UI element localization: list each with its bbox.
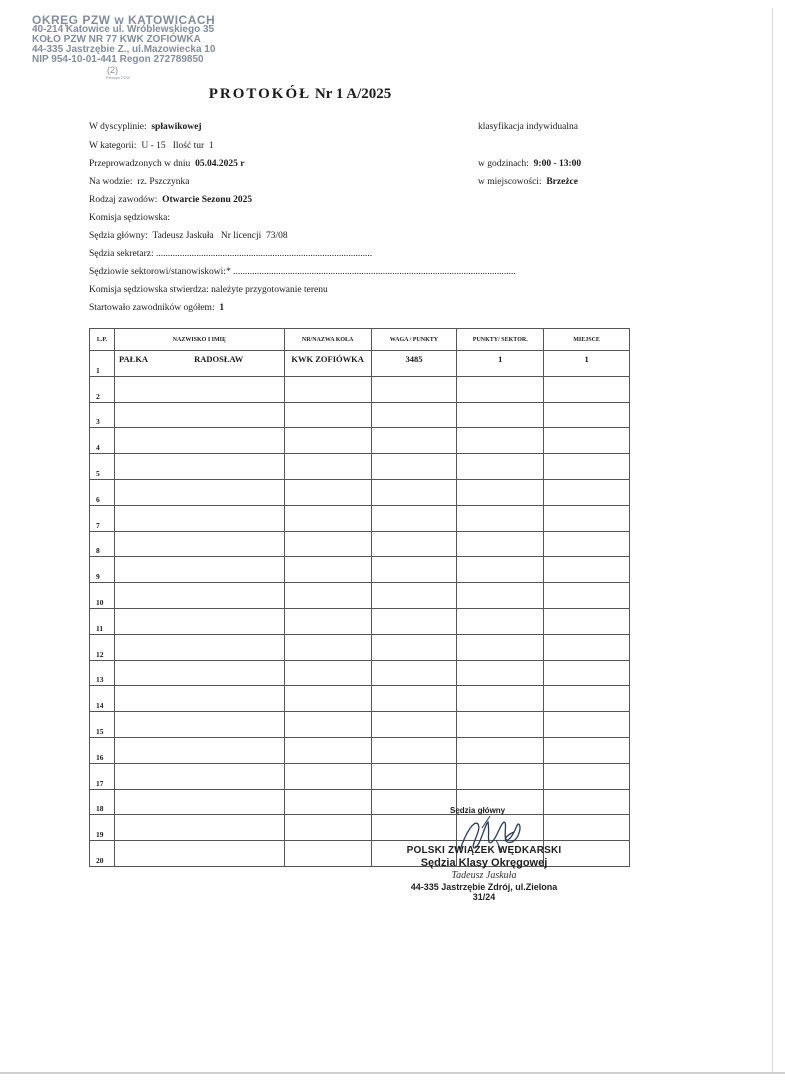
cell-name	[114, 351, 284, 377]
cell-place	[544, 763, 630, 789]
stamp-line: Pieczęć PZW	[106, 75, 131, 80]
header-weight: WAGA / PUNKTY	[371, 329, 457, 351]
cell-sector-points	[457, 531, 544, 557]
hours-label: w godzinach:	[478, 159, 529, 169]
cell-sector-points	[457, 454, 544, 480]
cell-weight	[371, 557, 457, 583]
cell-club	[284, 531, 371, 557]
cell-lp: 10	[90, 583, 115, 609]
cell-club	[284, 428, 371, 454]
scan-edge-right	[772, 8, 773, 1072]
stamp-line: OKRĘG PZW w KATOWICACH	[32, 13, 216, 27]
cell-name	[114, 583, 284, 609]
cell-lp: 8	[90, 531, 115, 557]
cell-lp: 12	[90, 634, 115, 660]
cell-sector-points	[457, 634, 544, 660]
table-row	[90, 660, 630, 686]
type-value: Otwarcie Sezonu 2025	[162, 195, 253, 205]
results-table	[89, 328, 630, 867]
discipline-line	[89, 122, 202, 132]
sector-judges-dots: .......................................................................................................................	[233, 267, 516, 277]
cell-weight	[371, 789, 457, 815]
cell-name	[114, 402, 284, 428]
cell-lp: 19	[90, 815, 115, 841]
cell-lp: 16	[90, 737, 115, 763]
cell-club	[284, 583, 371, 609]
cell-weight	[371, 712, 457, 738]
cell-name	[114, 376, 284, 402]
header-name: NAZWISKO I IMIĘ	[114, 329, 284, 351]
cell-place	[544, 737, 630, 763]
cell-sector-points	[457, 660, 544, 686]
cell-weight	[371, 686, 457, 712]
cell-name	[114, 608, 284, 634]
header-sector-points: PUNKTY/ SEKTOR.	[457, 329, 544, 351]
date-line	[89, 159, 244, 169]
cell-lp: 5	[90, 454, 115, 480]
cell-sector-points: 1	[457, 351, 544, 377]
scan-edge-bottom	[0, 1072, 785, 1074]
table-row	[90, 815, 630, 841]
cell-lp: 14	[90, 686, 115, 712]
cell-sector-points	[457, 428, 544, 454]
judge-stamp	[404, 845, 564, 902]
cell-lp: 18	[90, 789, 115, 815]
rounds-label: Ilość tur	[172, 141, 205, 151]
secretary-line	[89, 249, 372, 259]
chief-judge-line	[89, 231, 288, 241]
stamp-line: NIP 954-10-01-441 Regon 272789850	[32, 54, 204, 65]
cell-weight	[371, 815, 457, 841]
cell-name	[114, 479, 284, 505]
commission-statement: Komisja sędziowska stwierdza: należyte przygotowanie terenu	[89, 285, 328, 295]
judge-stamp-line: POLSKI ZWIĄZEK WĘDKARSKI	[406, 845, 562, 856]
hours-line	[478, 159, 581, 169]
judge-stamp-line: 44-335 Jastrzębie Zdrój, ul.Zielona 31/24	[410, 882, 558, 902]
cell-club: KWK ZOFIÓWKA	[284, 351, 371, 377]
started-label: Startowało zawodników ogółem:	[89, 303, 215, 313]
cell-sector-points	[457, 686, 544, 712]
stamp-line: 44-335 Jastrzębie Z., ul.Mazowiecka 10	[32, 44, 216, 55]
cell-club	[284, 737, 371, 763]
table-row	[90, 479, 630, 505]
cell-place: 1	[544, 351, 630, 377]
cell-place	[544, 454, 630, 480]
cell-sector-points	[457, 763, 544, 789]
cell-club	[284, 789, 371, 815]
cell-name	[114, 428, 284, 454]
cell-sector-points	[457, 376, 544, 402]
cell-name	[114, 712, 284, 738]
organization-stamp	[32, 15, 232, 81]
title-main: PROTOKÓŁ	[208, 86, 312, 102]
cell-name	[114, 660, 284, 686]
table-row	[90, 428, 630, 454]
cell-club	[284, 815, 371, 841]
cell-club	[284, 479, 371, 505]
cell-weight	[371, 376, 457, 402]
sector-judges-label: Sędziowie sektorowi/stanowiskowi:*	[89, 267, 231, 277]
judge-stamp-line: Tadeusz Jaskuła	[451, 870, 517, 881]
table-row	[90, 505, 630, 531]
cell-weight	[371, 454, 457, 480]
cell-place	[544, 634, 630, 660]
cell-club	[284, 376, 371, 402]
cell-weight: 3485	[371, 351, 457, 377]
cell-place	[544, 428, 630, 454]
cell-firstname: RADOSŁAW	[194, 354, 244, 364]
cell-place	[544, 608, 630, 634]
place-value: Brzeżce	[546, 177, 578, 187]
cell-place	[544, 505, 630, 531]
cell-club	[284, 686, 371, 712]
cell-lp: 1	[90, 351, 115, 377]
cell-sector-points	[457, 712, 544, 738]
discipline-label: W dyscyplinie:	[89, 122, 147, 132]
document-title	[0, 86, 600, 103]
cell-name	[114, 737, 284, 763]
judge-stamp-line: Sędzia Klasy Okręgowej	[420, 857, 548, 869]
table-row	[90, 583, 630, 609]
cell-lp: 13	[90, 660, 115, 686]
started-line	[89, 303, 224, 313]
cell-lp: 20	[90, 841, 115, 867]
secretary-label: Sędzia sekretarz:	[89, 249, 154, 259]
table-row	[90, 557, 630, 583]
cell-place	[544, 402, 630, 428]
place-label: w miejscowości:	[478, 177, 542, 187]
commission-label: Komisja sędziowska:	[89, 213, 171, 223]
hours-value: 9:00 - 13:00	[533, 159, 582, 169]
date-label: Przeprowadzonych w dniu	[89, 159, 191, 169]
cell-club	[284, 557, 371, 583]
cell-sector-points	[457, 557, 544, 583]
cell-place	[544, 557, 630, 583]
table-row	[90, 763, 630, 789]
table-header-row	[90, 329, 630, 351]
cell-club	[284, 505, 371, 531]
table-row	[90, 737, 630, 763]
cell-lp: 4	[90, 428, 115, 454]
header-lp: L.P.	[90, 329, 115, 351]
chief-judge-value: Tadeusz Jaskuła	[152, 231, 214, 241]
cell-weight	[371, 737, 457, 763]
cell-weight	[371, 505, 457, 531]
cell-name	[114, 763, 284, 789]
cell-sector-points	[457, 737, 544, 763]
cell-place	[544, 479, 630, 505]
cell-name	[114, 686, 284, 712]
cell-weight	[371, 660, 457, 686]
cell-sector-points	[457, 608, 544, 634]
cell-club	[284, 634, 371, 660]
cell-lp: 7	[90, 505, 115, 531]
cell-place	[544, 660, 630, 686]
cell-place	[544, 376, 630, 402]
table-row	[90, 351, 630, 377]
table-row	[90, 376, 630, 402]
rounds-value: 1	[208, 141, 214, 151]
cell-club	[284, 608, 371, 634]
cell-name	[114, 454, 284, 480]
header-place: MIEJSCE	[544, 329, 630, 351]
header-club: NR/NAZWA KOŁA	[284, 329, 371, 351]
table-row	[90, 531, 630, 557]
cell-club	[284, 712, 371, 738]
cell-weight	[371, 479, 457, 505]
cell-club	[284, 402, 371, 428]
type-label: Rodzaj zawodów:	[89, 195, 158, 205]
cell-club	[284, 763, 371, 789]
signature-caption: Sędzia główny	[450, 806, 506, 815]
table-row	[90, 634, 630, 660]
stamp-line: (2)	[107, 65, 118, 75]
table-row	[90, 712, 630, 738]
table-row	[90, 789, 630, 815]
started-value: 1	[219, 303, 225, 313]
cell-weight	[371, 402, 457, 428]
cell-weight	[371, 608, 457, 634]
stamp-line: KOŁO PZW NR 77 KWK ZOFIÓWKA	[32, 34, 201, 45]
cell-club	[284, 841, 371, 867]
category-value: U - 15	[141, 141, 166, 151]
results-body	[90, 351, 630, 867]
cell-weight	[371, 583, 457, 609]
category-line	[89, 141, 214, 151]
cell-lp: 9	[90, 557, 115, 583]
cell-place	[544, 686, 630, 712]
cell-weight	[371, 531, 457, 557]
cell-weight	[371, 634, 457, 660]
water-value: rz. Pszczynka	[137, 177, 190, 187]
table-row	[90, 608, 630, 634]
license-label: Nr licencji	[220, 231, 262, 241]
cell-place	[544, 583, 630, 609]
place-line	[478, 177, 578, 187]
cell-place	[544, 531, 630, 557]
cell-lp: 3	[90, 402, 115, 428]
cell-name	[114, 557, 284, 583]
chief-judge-label: Sędzia główny:	[89, 231, 148, 241]
license-value: 73/08	[266, 231, 288, 241]
cell-name	[114, 505, 284, 531]
stamp-line: 40-214 Katowice ul. Wróblewskiego 35	[32, 24, 215, 35]
cell-name	[114, 815, 284, 841]
cell-club	[284, 660, 371, 686]
table-row	[90, 402, 630, 428]
cell-weight	[371, 428, 457, 454]
table-row	[90, 454, 630, 480]
sector-judges-line	[89, 267, 516, 277]
discipline-value: spławikowej	[151, 122, 202, 132]
cell-place	[544, 815, 630, 841]
cell-weight	[371, 763, 457, 789]
cell-sector-points	[457, 583, 544, 609]
cell-sector-points	[457, 479, 544, 505]
cell-name	[114, 841, 284, 867]
cell-lp: 15	[90, 712, 115, 738]
cell-place	[544, 712, 630, 738]
cell-lp: 2	[90, 376, 115, 402]
table-row	[90, 686, 630, 712]
cell-club	[284, 454, 371, 480]
cell-sector-points	[457, 402, 544, 428]
water-line	[89, 177, 190, 187]
classification: klasyfikacja indywidualna	[478, 122, 578, 132]
category-label: W kategorii:	[89, 141, 137, 151]
date-value: 05.04.2025 r	[195, 159, 245, 169]
cell-lp: 17	[90, 763, 115, 789]
title-number: Nr 1 A/2025	[311, 86, 392, 102]
cell-place	[544, 789, 630, 815]
secretary-dots: ...........................................................................................	[156, 249, 373, 259]
type-line	[89, 195, 252, 205]
cell-name	[114, 789, 284, 815]
cell-name	[114, 634, 284, 660]
cell-name	[114, 531, 284, 557]
water-label: Na wodzie:	[89, 177, 133, 187]
cell-sector-points	[457, 505, 544, 531]
cell-lp: 11	[90, 608, 115, 634]
cell-surname: PAŁKA	[118, 354, 149, 364]
cell-lp: 6	[90, 479, 115, 505]
